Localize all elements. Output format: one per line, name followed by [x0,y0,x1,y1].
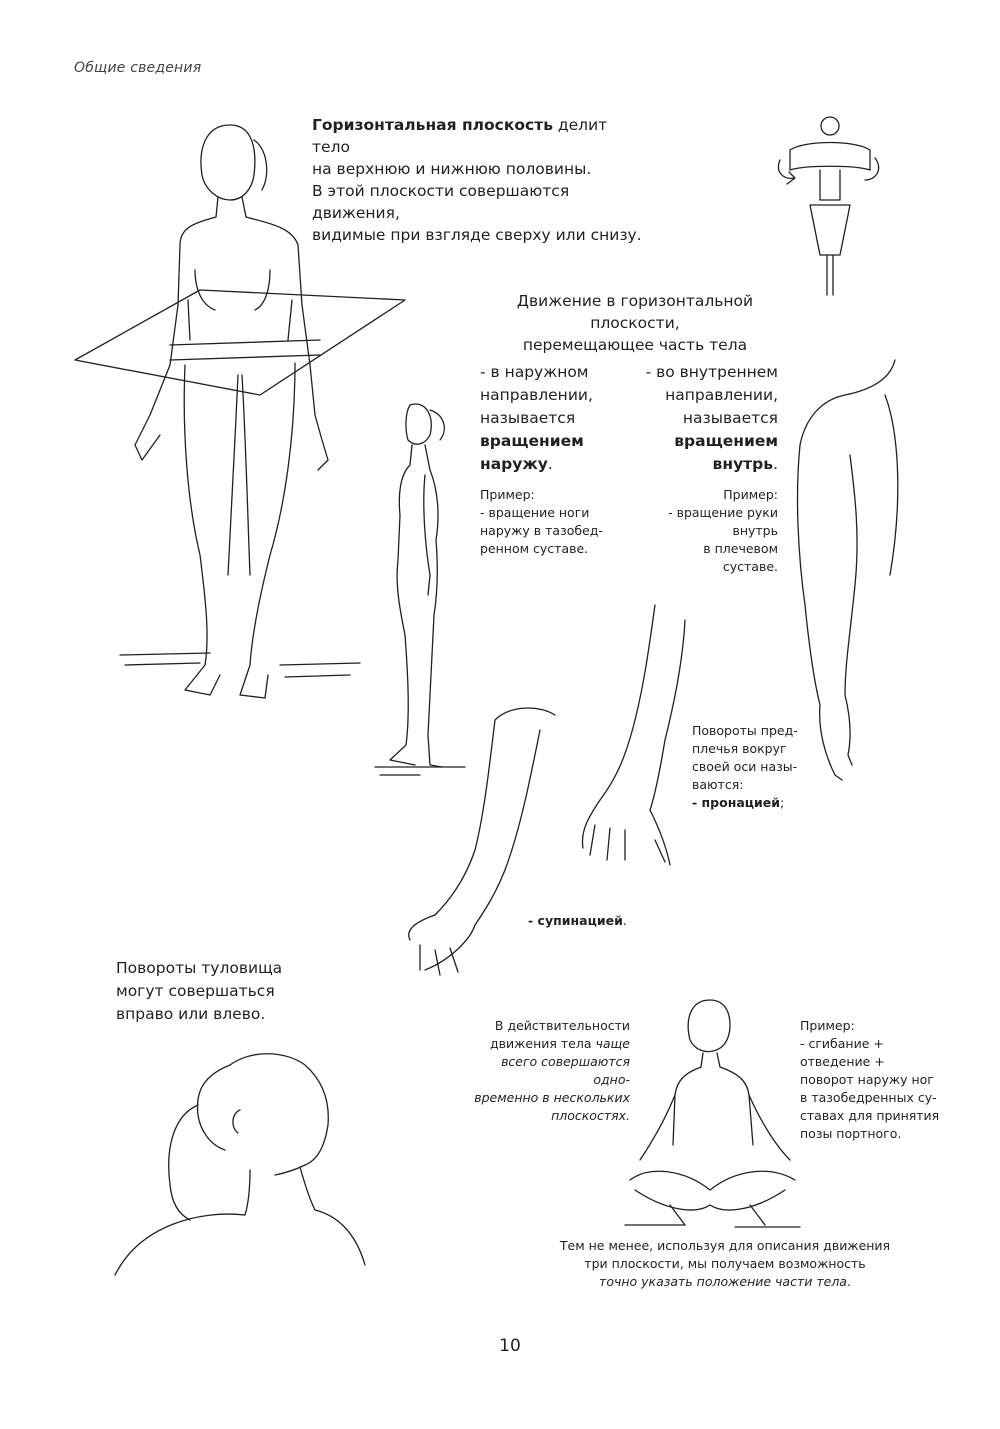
intro-text-3: В этой плоскости совершаются движения, [312,182,570,222]
tailor-label: Пример: [800,1018,855,1033]
outward-line-1: - в наружном [480,363,589,381]
supination-arm-upper [495,708,555,720]
outward-rotation-text [480,361,630,476]
tailor-pose-figure-illustration [625,995,800,1235]
inward-example-4: суставе. [722,559,778,574]
tailor-line-1: - сгибание + [800,1036,884,1051]
term-horizontal-plane: Горизонтальная плоскость [312,116,553,134]
figure-neck-shoulders [178,197,302,305]
toy-body [820,170,840,200]
pronation-arm-outer [600,605,655,800]
page-number: 10 [499,1336,521,1356]
inward-line-3: называется [682,409,778,427]
reality-italic-often: чаще [595,1036,630,1051]
conclusion-line-1: Тем не менее, используя для описания движения [559,1238,891,1253]
tailor-line-6: позы портного. [800,1126,902,1141]
figure-inner-legs [228,375,250,575]
figure-right-arm [302,305,328,470]
figure-floor-hatching [120,653,360,677]
forearm-line-1: Повороты пред- [692,723,798,738]
reality-line-3: всего совершаются одно- [501,1054,630,1087]
term-pronation: - пронацией [692,795,781,810]
side-arm [424,475,430,595]
intro-text-4: видимые при взгляде сверху или снизу. [312,226,642,244]
intro-text-2: на верхнюю и нижнюю половины. [312,160,592,178]
conclusion-end: . [846,1274,851,1289]
outward-dot: . [547,455,553,473]
head-outline [230,1054,328,1175]
trunk-line-1: Повороты туловища [116,959,283,977]
pronation-arm-inner [650,620,685,810]
seated-arms [640,1095,790,1160]
internal-rotation-arm-illustration [790,355,910,785]
inward-example-3: в плечевом [703,541,778,556]
inward-line-2: направлении, [665,386,778,404]
term-supination: - супинацией [528,913,623,928]
term-external-rotation-2: наружу [480,455,548,473]
supination-hand [409,915,475,975]
term-internal-rotation-2: внутрь [712,455,774,473]
outward-example [480,486,630,558]
supination-arm-outer [435,720,495,915]
seated-legs [630,1171,795,1210]
outward-example-label: Пример: [480,487,535,502]
forearm-line-3: своей оси назы- [692,759,798,774]
head-shoulders [115,1210,365,1275]
toy-head [821,117,839,135]
trunk-line-3: вправо или влево. [116,1005,266,1023]
toy-cone [810,205,850,255]
trunk-line-2: могут совершаться [116,982,275,1000]
tailor-line-4: в тазобедренных су- [800,1090,937,1105]
arm-upper-outline [798,445,820,705]
inward-example-label: Пример: [723,487,778,502]
subheading-line-2: перемещающее часть тела [522,336,748,354]
outward-line-3: называется [480,409,576,427]
arm-torso-edge [885,395,898,575]
inward-example-1: - вращение руки [668,505,778,520]
seated-ground [625,1225,800,1227]
figure-left-leg [184,365,220,695]
arm-shoulder [800,360,895,445]
reality-line-4: временно в нескольких [474,1090,630,1105]
head-hair [197,1065,230,1150]
figure-torso [188,270,292,340]
reality-note [474,1017,630,1125]
seated-head [688,1000,730,1052]
side-head [406,404,431,444]
figure-left-arm [135,305,178,460]
head-ear [233,1110,240,1133]
outward-line-2: направлении, [480,386,593,404]
tailor-line-3: поворот наружу ног [800,1072,934,1087]
trunk-rotation-text [116,957,306,1026]
head-ponytail [169,1105,198,1220]
supination-arm-illustration [400,700,560,990]
arm-inner-outline [845,455,857,695]
rotation-toy-illustration [775,110,885,300]
tailor-line-2: отведение + [800,1054,885,1069]
inward-line-1: - во внутреннем [645,363,778,381]
seated-torso [673,1053,753,1145]
toy-arms-rotation [790,143,870,171]
forearm-line-4: ваются: [692,777,744,792]
pronation-arm-illustration [575,600,695,870]
supination-arm-inner [475,730,540,925]
trunk-rotation-head-illustration [110,1035,370,1295]
tailor-pose-example [800,1017,950,1143]
conclusion-line-3: точно указать положение части тела [599,1274,847,1289]
arm-hand [820,695,852,780]
reality-line-5: плоскостях. [551,1108,630,1123]
figure-head [201,125,255,200]
pronation-end: ; [780,795,785,810]
outward-example-2: наружу в тазобед- [480,523,603,538]
pronation-text [692,722,802,812]
inward-rotation-text [630,361,778,476]
conclusion-text [540,1237,910,1291]
toy-stick [827,255,833,295]
side-ponytail [430,410,444,440]
intro-text-1: делит тело [312,116,608,156]
reality-line-2: движения тела [490,1036,596,1051]
figure-belt [170,340,320,360]
outward-example-1: - вращение ноги [480,505,590,520]
supination-end: . [622,913,627,928]
inward-example [640,486,778,576]
pronation-hand [582,800,670,865]
toy-rotation-arrow-left [778,160,795,184]
inward-example-2: внутрь [732,523,778,538]
conclusion-line-2: три плоскости, мы получаем возможность [584,1256,866,1271]
tailor-line-5: ставах для принятия [800,1108,940,1123]
term-internal-rotation-1: вращением [674,432,778,450]
subheading [470,290,800,356]
subheading-line-1: Движение в горизонтальной плоскости, [516,292,754,332]
term-external-rotation-1: вращением [480,432,584,450]
inward-dot: . [773,455,778,473]
section-header: Общие сведения [74,60,202,76]
outward-example-3: ренном суставе. [480,541,589,556]
standing-figure-illustration [70,105,410,705]
reality-line-1: В действительности [494,1018,630,1033]
forearm-line-2: плечья вокруг [692,741,787,756]
figure-ponytail [254,140,267,190]
